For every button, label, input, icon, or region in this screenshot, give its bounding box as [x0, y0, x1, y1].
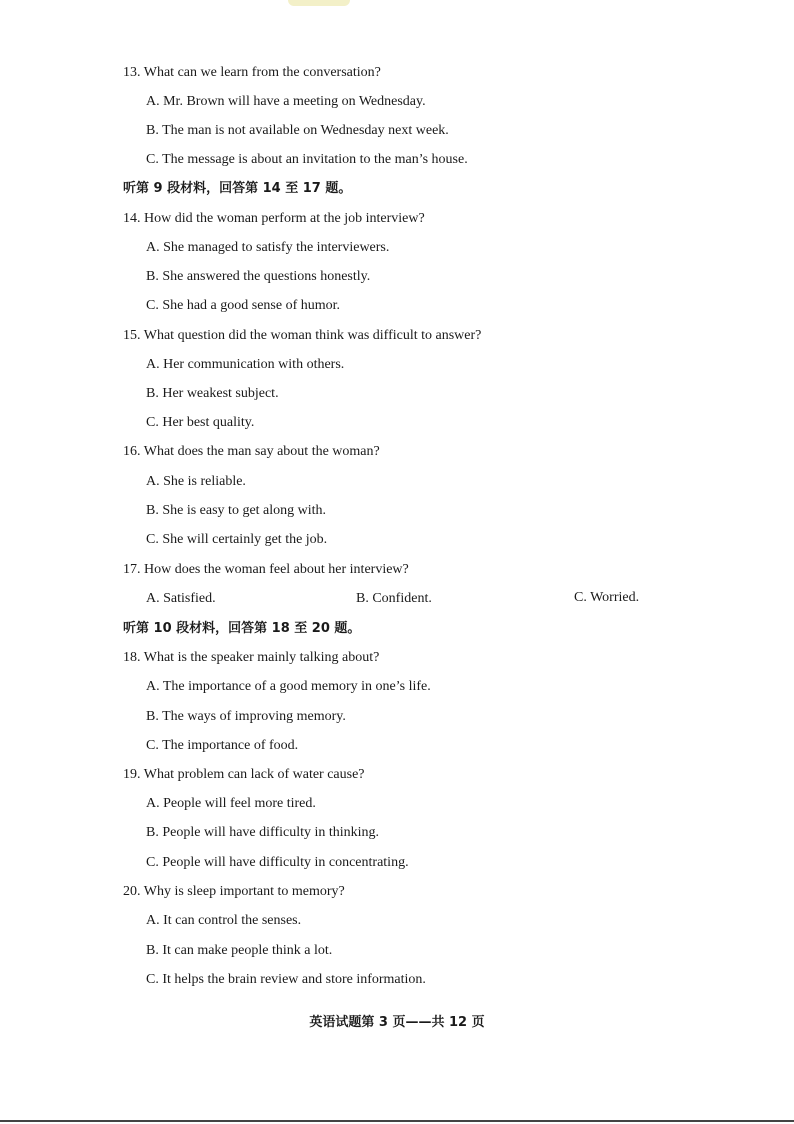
question-17-option-a: A. Satisfied. [146, 591, 216, 606]
question-14-option-a: A. She managed to satisfy the interviewers. [146, 240, 390, 255]
section-9-heading: 听第 9 段材料，回答第 14 至 17 题。 [123, 181, 352, 196]
question-18-option-c: C. The importance of food. [146, 738, 299, 753]
question-18-option-b: B. The ways of improving memory. [146, 709, 346, 724]
question-17-option-b: B. Confident. [356, 591, 432, 606]
question-14-stem: 14. How did the woman perform at the job interview? [123, 211, 425, 226]
scan-mark [288, 0, 350, 6]
question-15-option-c: C. Her best quality. [146, 415, 255, 430]
question-19-option-b: B. People will have difficulty in thinking. [146, 825, 380, 840]
question-17-stem: 17. How does the woman feel about her interview? [123, 562, 409, 577]
page-bottom-edge [0, 1120, 794, 1122]
question-20-stem: 20. Why is sleep important to memory? [123, 884, 345, 899]
question-19-option-a: A. People will feel more tired. [146, 796, 316, 811]
page-footer: 英语试题第 3 页——共 12 页 [309, 1015, 485, 1030]
question-19-stem: 19. What problem can lack of water cause? [123, 767, 365, 782]
question-14-option-c: C. She had a good sense of humor. [146, 298, 341, 313]
question-16-stem: 16. What does the man say about the woman? [123, 444, 380, 459]
section-10-heading: 听第 10 段材料，回答第 18 至 20 题。 [123, 621, 361, 636]
question-18-option-a: A. The importance of a good memory in one’s life. [146, 679, 431, 694]
question-15-option-b: B. Her weakest subject. [146, 386, 279, 401]
question-18-stem: 18. What is the speaker mainly talking about? [123, 650, 380, 665]
question-13-option-c: C. The message is about an invitation to the man’s house. [146, 152, 468, 167]
question-20-option-c: C. It helps the brain review and store information. [146, 972, 426, 987]
question-17-option-c: C. Worried. [574, 590, 640, 605]
question-13-option-a: A. Mr. Brown will have a meeting on Wednesday. [146, 94, 426, 109]
question-15-stem: 15. What question did the woman think was difficult to answer? [123, 328, 482, 343]
question-20-option-a: A. It can control the senses. [146, 913, 302, 928]
question-13-option-b: B. The man is not available on Wednesday next week. [146, 123, 449, 138]
question-20-option-b: B. It can make people think a lot. [146, 943, 333, 958]
question-19-option-c: C. People will have difficulty in concentrating. [146, 855, 409, 870]
question-16-option-b: B. She is easy to get along with. [146, 503, 327, 518]
question-16-option-c: C. She will certainly get the job. [146, 532, 328, 547]
question-13-stem: 13. What can we learn from the conversation? [123, 65, 381, 80]
question-14-option-b: B. She answered the questions honestly. [146, 269, 371, 284]
question-15-option-a: A. Her communication with others. [146, 357, 345, 372]
question-16-option-a: A. She is reliable. [146, 474, 246, 489]
